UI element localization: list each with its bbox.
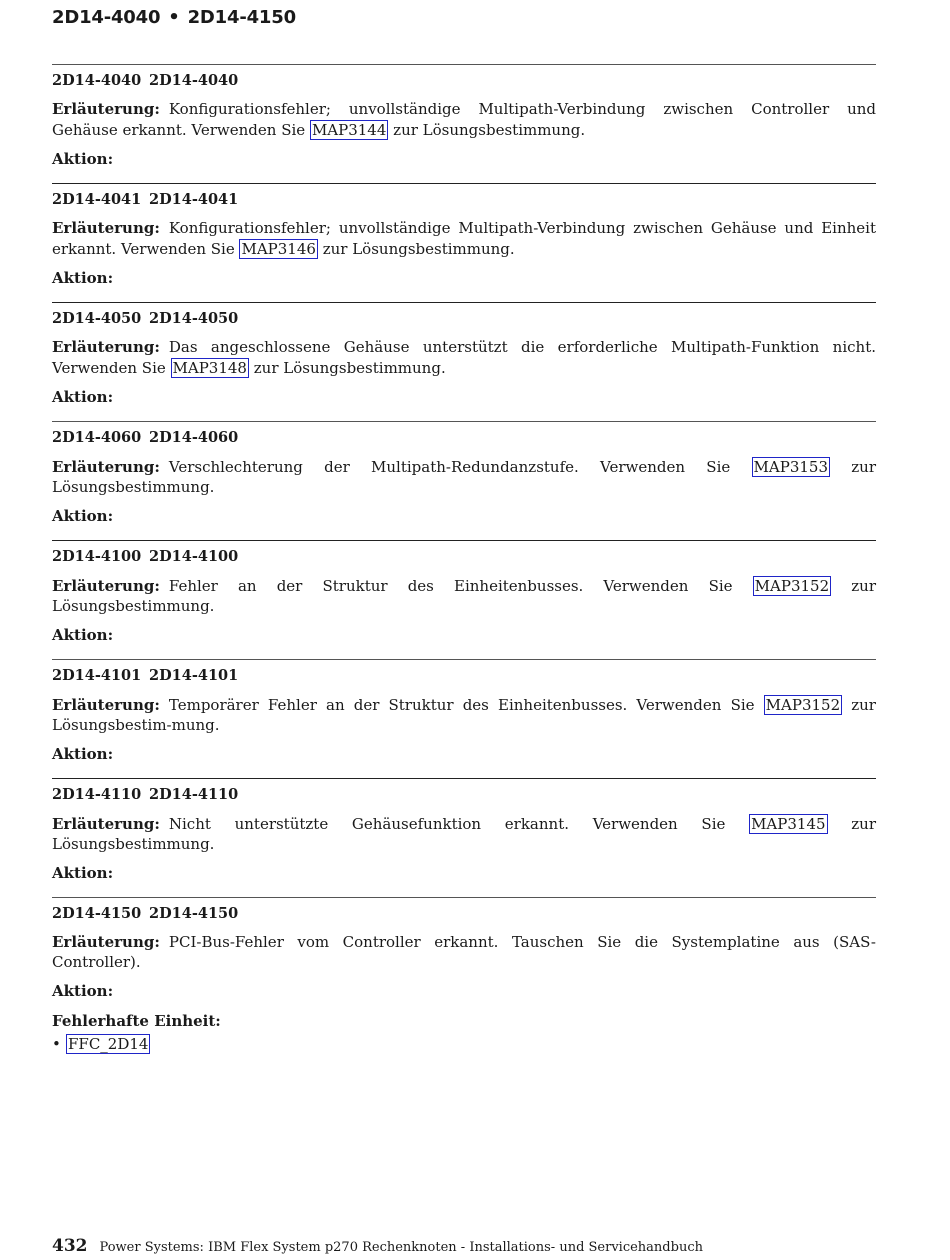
entry-divider	[52, 778, 876, 779]
explanation	[52, 338, 876, 378]
entry-codes	[52, 191, 876, 209]
explanation-text-end: zur Lösungsbestimmung.	[317, 239, 515, 258]
map-link[interactable]: MAP3146	[241, 239, 316, 258]
bullet-marker: •	[52, 1035, 61, 1053]
error-code: 2D14-4050	[52, 310, 142, 327]
entry-codes	[52, 905, 876, 923]
explanation	[52, 100, 876, 140]
explanation-text: Verschlechterung der Multipath-Redundanzstufe. Verwenden Sie	[168, 458, 752, 476]
explanation-text: Fehler an der Struktur des Einheitenbusses. Verwenden Sie	[168, 577, 753, 595]
entry-divider	[52, 183, 876, 184]
action-label: Aktion:	[52, 982, 114, 1000]
faulty-unit-item	[52, 1034, 876, 1054]
entry-codes	[52, 786, 876, 804]
error-entry	[52, 659, 876, 778]
explanation	[52, 933, 876, 972]
explanation	[52, 814, 876, 854]
error-entry	[52, 302, 876, 421]
explanation	[52, 457, 876, 497]
error-code-ref: 2D14-4060	[149, 429, 239, 446]
error-code: 2D14-4150	[52, 905, 142, 922]
error-code: 2D14-4060	[52, 429, 142, 446]
action-label: Aktion:	[52, 388, 114, 406]
error-code-ref: 2D14-4040	[149, 72, 239, 89]
explanation	[52, 695, 876, 735]
explanation-label: Erläuterung:	[52, 219, 160, 237]
error-code: 2D14-4040	[52, 72, 142, 89]
explanation-label: Erläuterung:	[52, 696, 160, 714]
entry-divider	[52, 302, 876, 303]
error-entry	[52, 897, 876, 1054]
explanation-text-end: zur Lösungsbestimmung.	[52, 577, 876, 615]
faulty-unit-label: Fehlerhafte Einheit:	[52, 1012, 221, 1030]
error-code-ref: 2D14-4041	[149, 191, 239, 208]
action-label: Aktion:	[52, 745, 114, 763]
ffc-link[interactable]: FFC_2D14	[68, 1035, 149, 1053]
page-footer	[52, 1236, 703, 1256]
explanation-text-end: zur Lösungsbestimmung.	[248, 358, 446, 377]
explanation-text-end: zur Lösungsbestimmung.	[52, 458, 876, 496]
map-link[interactable]: MAP3144	[311, 120, 387, 139]
header-range-start: 2D14-4040	[52, 7, 161, 28]
error-entry	[52, 64, 876, 183]
map-link[interactable]: MAP3152	[754, 577, 830, 595]
explanation-label: Erläuterung:	[52, 577, 160, 595]
explanation	[52, 219, 876, 259]
action-label: Aktion:	[52, 626, 114, 644]
entry-divider	[52, 540, 876, 541]
explanation-label: Erläuterung:	[52, 338, 160, 356]
error-code: 2D14-4041	[52, 191, 142, 208]
error-code-ref: 2D14-4101	[149, 667, 239, 684]
explanation-text-end: zur Lösungsbestim-mung.	[52, 696, 876, 734]
map-link[interactable]: MAP3153	[753, 458, 828, 476]
error-code-ref: 2D14-4100	[149, 548, 239, 565]
map-link[interactable]: MAP3152	[765, 696, 841, 714]
entry-codes	[52, 548, 876, 566]
error-entry	[52, 540, 876, 659]
explanation-label: Erläuterung:	[52, 458, 160, 476]
error-code: 2D14-4110	[52, 786, 142, 803]
error-code-ref: 2D14-4050	[149, 310, 239, 327]
entry-codes	[52, 667, 876, 685]
error-code-ref: 2D14-4110	[149, 786, 239, 803]
error-code: 2D14-4100	[52, 548, 142, 565]
error-code-list	[52, 64, 876, 1054]
explanation-text: PCI-Bus-Fehler vom Controller erkannt. Tauschen Sie die Systemplatine aus (SAS-Controller).	[52, 933, 876, 971]
header-separator: •	[168, 7, 180, 28]
explanation-text-end: zur Lösungsbestimmung.	[52, 815, 876, 853]
explanation	[52, 576, 876, 616]
explanation-text: Konfigurationsfehler; unvollständige Multipath-Verbindung zwischen Gehäuse und Einheit erkannt. Verwenden Sie	[52, 219, 876, 258]
explanation-text-end: zur Lösungsbestimmung.	[388, 120, 586, 139]
page-number: 432	[52, 1236, 88, 1256]
header-range-end: 2D14-4150	[187, 7, 296, 28]
explanation-label: Erläuterung:	[52, 815, 160, 833]
entry-codes	[52, 310, 876, 328]
error-code-ref: 2D14-4150	[149, 905, 239, 922]
running-header	[52, 7, 296, 28]
entry-codes	[52, 72, 876, 90]
error-entry	[52, 421, 876, 540]
entry-divider	[52, 897, 876, 898]
entry-codes	[52, 429, 876, 447]
error-code: 2D14-4101	[52, 667, 142, 684]
explanation-text: Konfigurationsfehler; unvollständige Multipath-Verbindung zwischen Controller und Gehäuse erkannt. Verwenden Sie	[52, 100, 876, 139]
action-label: Aktion:	[52, 507, 114, 525]
explanation-label: Erläuterung:	[52, 933, 160, 951]
explanation-text: Das angeschlossene Gehäuse unterstützt die erforderliche Multipath-Funktion nicht. Verwenden Sie	[52, 338, 876, 377]
action-label: Aktion:	[52, 269, 114, 287]
explanation-text: Nicht unterstützte Gehäusefunktion erkannt. Verwenden Sie	[168, 815, 750, 833]
map-link[interactable]: MAP3145	[751, 815, 826, 833]
footer-title: Power Systems: IBM Flex System p270 Rechenknoten - Installations- und Servicehandbuch	[99, 1240, 703, 1255]
error-entry	[52, 183, 876, 302]
entry-divider	[52, 659, 876, 660]
action-label: Aktion:	[52, 150, 114, 168]
entry-divider	[52, 421, 876, 422]
explanation-text: Temporärer Fehler an der Struktur des Einheitenbusses. Verwenden Sie	[168, 696, 764, 714]
explanation-label: Erläuterung:	[52, 100, 160, 118]
entry-divider	[52, 64, 876, 65]
map-link[interactable]: MAP3148	[172, 358, 247, 377]
error-entry	[52, 778, 876, 897]
action-label: Aktion:	[52, 864, 114, 882]
